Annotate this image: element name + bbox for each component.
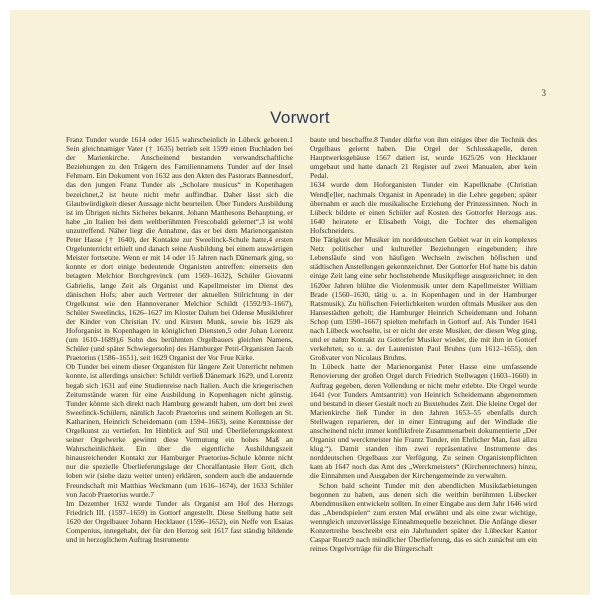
page-title: Vorwort: [270, 108, 330, 127]
paragraph: Die Tätigkeit der Musiker im norddeutschen Gebiet war in ein komplexes Netz politischer und kultureller Beziehungen eingebunden; ihre Lebensläufe sind von häufigen Wechseln zwischen höfischen und städtischen Anstellungen gekennzeichnet. Der Gottorfer Hof hatte bis dahin einige Zeit lang eine sehr hochstehende Musikpflege ausgezeichnet; in den 1620er Jahren blühte die Violenmusik unter dem Kapellmeister William Brade (1560–1630, tätig u. a. in Kopenhagen und in der Hamburger Ratsmusik). Zu höfischen Feierlichkeiten wurden oftmals Musiker aus den Hansestädten geholt; die Hamburger Heinrich Scheidemann und Johann Schop (um 1590–1667) spielten mehrfach in Gottorf auf. Als Tunder 1641 nach Lübeck wechselte, ist er nicht der erste Musiker, der diesen Weg ging, und er nahm Kontakt zu Gottorfer Musiker wieder, die mit ihm in Gottorf verkehrten, so u. a. der Lautenisten Paul Bruhns (um 1612–1655), den Großvater von Nicolaus Bruhns.: [310, 235, 537, 363]
text-column-right: [310, 135, 537, 553]
paragraph: In Lübeck hatte der Marienorganist Peter Hasse eine umfassende Renovierung der großen Orgel durch Friedrich Stellwagen (1603–1660) in Auftrag gegeben, deren Vollendung er nicht mehr erlebte. Die Orgel wurde 1641 (vor Tunders Amtsantritt) von Heinrich Scheidemann abgenommen und bestand in dieser Gestalt noch zu Buxtehudes Zeit. Die kleine Orgel der Marienkirche ließ Tunder in den Jahren 1653–55 ebenfalls durch Stellwagen reparieren, der in einer Eintragung auf der Windlade die anscheinend nicht immer konfliktfreie Zusammenarbeit dokumentierte „Der Organist und werckmeister hie Frantz Tunder, ein Ehrlicher Man, fast allzu klug.“). Damit standen ihm zwei repräsentative Instrumente des norddeutschen Orgelbaus zur Verfügung. Zu seinen Organistenpflichten kam ab 1647 noch das Amt des „Werckmeisters“ (Kirchenrechners) hinzu, die Einnahmen und Ausgaben der Kirchengemeinde zu verwalten.: [310, 362, 537, 481]
page-number: 3: [541, 88, 546, 98]
text-column-left: [66, 135, 293, 544]
paragraph: Ob Tunder bei einem dieser Organisten für längere Zeit Unterricht nehmen konnte, ist allerdings unsicher: Schildt verließ Dänemark 1629, und Lorentz begab sich 1631 auf eine Studienreise nach Italien. Auch die kriegerischen Zeitumstände waren für eine Ausbildung in Kopenhagen nicht günstig. Tunder könnte sich direkt nach Hamburg gewandt haben, um dort bei zwei Sweelinck-Schülern, nämlich Jacob Praetorius und seinem Kollegen an St. Katharinen, Heinrich Scheidemann (um 1594–1663), seine Kenntnisse der Orgelkunst zu vertiefen. Im Hinblick auf Stil und Überlieferungskontext seiner Orgelwerke gewinnt diese Vermutung ein hohes Maß an Wahrscheinlichkeit. Ein über die eigentliche Ausbildungszeit hinausreichender Kontakt zur Hamburger Praetorius-Schule könnte nicht nur die spezielle Überlieferungslage der Choralfantasie Herr Gott, dich loben wir (siehe dazu weiter unten) erklären, sondern auch die andauernde Freundschaft mit Matthias Weckmann (um 1616–1674), der 1633 Schüler von Jacob Praetorius wurde.7: [66, 362, 293, 499]
document-page: [10, 10, 590, 595]
paragraph: Schon bald scheint Tunder mit den abendlichen Musikdarbietungen begonnen zu haben, aus denen sich die weithin berühmten Lübecker Abendmusiken entwickeln sollten. In einer Eingabe aus dem Jahr 1646 wird das „Abendspielen“ zum ersten Mal erwähnt und als eine zwar wichtige, wenngleich unzuverlässige Einnahmequelle bezeichnet. Die Anfänge dieser Konzertreihe beschreibt erst ein Jahrhundert später der Lübecker Kantor Caspar Ruetz9 nach mündlicher Überlieferung, das es sich zunächst um ein reines Orgelvorträge für die Bürgerschaft: [310, 480, 537, 554]
paragraph: Franz Tunder wurde 1614 oder 1615 wahrscheinlich in Lübeck geboren.1 Sein gleichnamiger Vater († 1635) betrieb seit 1599 einen Buchladen bei der Marienkirche. Anscheinend bestanden verwandtschaftliche Beziehungen zu den Trägern des Familiennamens Tunder auf der Insel Fehmarn. Ein Dokument von 1632 aus den Akten des Pastorats Bannesdorf, das den jungen Franz Tunder als „Scholare musicus“ in Kopenhagen bezeichnet,2 ist heute nicht mehr auffindbar. Daher lässt sich die Glaubwürdigkeit dieser Aussage nicht beurteilen. Über Tunders Ausbildung ist im Übrigen nichts Sicheres bekannt. Johann Matthesons Behauptung, er habe „in Italien bei dem weltberühmten Frescobaldi gelernet“,3 ist wohl unzutreffend. Näher liegt die Annahme, das er bei dem Marienorganisten Peter Hasse († 1640), der Kontakte zur Sweelinck-Schule hatte,4 ersten Orgelunterricht erhielt und danach seine Ausbildung bei einem auswärtigen Meister fortsetzte. Wenn er mit 14 oder 15 Jahren nach Dänemark ging, so konnte er dort einige bedeutende Organisten antreffen: einerseits den betagten Melchior Borchgrevinck (um 1569–1632), Schüler Giovanni Gabrielis, lange Zeit als Organist und Kapellmeister im Dienst des dänischen Hofs; aber auch Vertreter der aktuellen Stilrichtung in der Orgelkunst wie den Hannoveraner Melchior Schildt (1592/93–1667), Schüler Sweelincks, 1626–1627 im Kloster Dalum bei Odense Musiklehrer der Kinder von Christian IV. und Kirsten Munk, sowie bis 1629 als Hoforganist in Kopenhagen in königlichen Diensten,5 oder Johan Lorentz (um 1610–1689),6 Sohn des berühmten Orgelbauers gleichen Namens, Schüler (und später Schwiegersohn) des Hamburger Petri-Organisten Jacob Praetorius (1586–1651), seit 1629 Organist der Vor Frue Kirke.: [66, 135, 293, 363]
paragraph: Im Dezember 1632 wurde Tunder als Organist am Hof des Herzogs Friedrich III. (1597–1659) in Gottorf angestellt. Diese Stellung hatte seit 1620 der Orgelbauer Johann Hecklauer (1596–1652), ein Neffe von Esaias Compenius, innegehabt, der für den Herzog seit 1617 fast ständig bildende und in herzoglichem Auftrag Instrumente: [66, 498, 293, 545]
paragraph: baute und beschaffte.8 Tunder dürfte von ihm einiges über die Technik des Orgelbaus gelernt haben. Die Orgel der Schlosskapelle, deren Hauptwerksgehäuse 1567 datiert ist, wurde 1625/26 von Hecklauer umgebaut und hatte danach 21 Register auf zwei Manualen, aber kein Pedal.: [310, 135, 537, 181]
paragraph: 1634 wurde dem Hoforganisten Tunder ein Kapellknabe (Christian Wend[e]ler, nachmals Organist in Apenrade) in die Lehre gegeben; später übernahm er auch die musikalische Erziehung der Prinzessinnen. Noch in Lübeck bildete er einen Schüler auf Kosten des Gottorfer Herzogs aus. 1640 heiratete er Elisabeth Voigt, die Tochter des ehemaligen Hofschneiders.: [310, 180, 537, 235]
